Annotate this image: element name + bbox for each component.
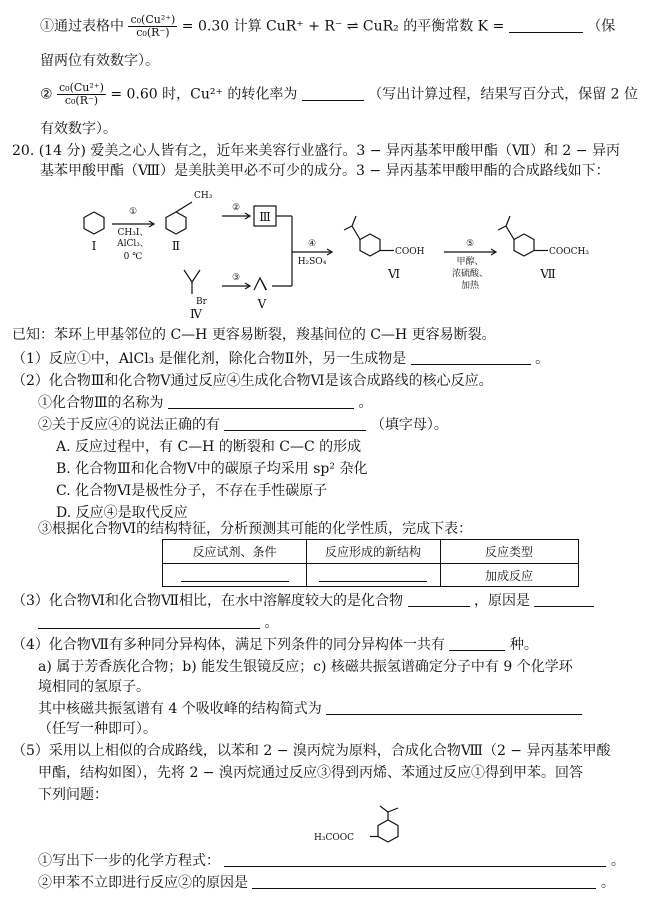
part-5-q2-end: 。 [600, 875, 615, 891]
q19-line4: 有效数字）。 [40, 121, 117, 137]
reaction-1-temperature: 0 ℃ [123, 252, 143, 262]
compound-VIII-ring [378, 820, 398, 842]
part-1 [12, 350, 549, 368]
ester-group-label: H₃COOC [314, 833, 354, 843]
reaction-5-reagent: 甲醇、 [456, 257, 484, 267]
reaction-5-condition: 加热 [460, 281, 480, 291]
answer-blank-p3-reason-cont[interactable] [38, 614, 260, 629]
answer-blank-p2-1[interactable] [168, 394, 354, 409]
part-2-2 [38, 416, 448, 434]
q19-line3 [40, 82, 638, 107]
q19-text: = 0.60 时，Cu²⁺ 的转化率为 [110, 86, 298, 103]
answer-blank-conversion[interactable] [302, 86, 364, 101]
part-1-end: 。 [535, 351, 550, 367]
table-cell [306, 564, 440, 588]
part-5-q1-text: ①写出下一步的化学方程式： [38, 853, 220, 869]
answer-blank-p2-2[interactable] [224, 416, 366, 431]
reaction-4-reagent: H₂SO₄ [297, 257, 327, 267]
carboxyl-group-label: COOH [395, 247, 425, 257]
answer-blank-p4-structure[interactable] [326, 700, 582, 715]
part-5-line3: 下列问题： [38, 787, 108, 803]
answer-blank-reagent[interactable] [181, 567, 289, 582]
part-2-2-text: ②关于反应④的说法正确的有 [38, 417, 220, 433]
part-2-3: ③根据化合物Ⅵ的结构特征，分析预测其可能的化学性质，完成下表： [38, 521, 473, 537]
compound-label-IV: Ⅳ [190, 307, 202, 321]
part-4-c [38, 700, 582, 718]
q19-line1 [40, 14, 615, 39]
reaction-1-catalyst: AlCl₃、 [117, 239, 149, 249]
fraction-denominator: c₀(R⁻) [136, 26, 170, 39]
reaction-5-label: ⑤ [465, 239, 475, 249]
table-row [163, 564, 578, 588]
option-d: D. 反应④是取代反应 [56, 505, 188, 521]
q19-text: = 0.30 计算 CuR⁺ + R⁻ ⇌ CuR₂ 的平衡常数 K = [181, 18, 505, 35]
part-2: （2）化合物Ⅲ和化合物Ⅴ通过反应④生成化合物Ⅵ是该合成路线的核心反应。 [12, 373, 493, 389]
ratio-fraction-1 [128, 14, 177, 39]
q20-intro-line2: 基苯甲酸甲酯（Ⅷ）是美肤美甲必不可少的成分。3 − 异丙基苯甲酸甲酯的合成路线如下： [40, 163, 610, 179]
option-a: A. 反应过程中，有 C—H 的断裂和 C—C 的形成 [56, 439, 362, 455]
option-c: C. 化合物Ⅵ是极性分子，不存在手性碳原子 [56, 483, 328, 499]
bromo-label: Br [196, 297, 207, 307]
synthesis-scheme [0, 182, 672, 322]
part-2-1-end: 。 [358, 395, 373, 411]
fraction-numerator: c₀(Cu²⁺) [59, 81, 104, 94]
ester-group-label: COOCH₃ [549, 247, 589, 257]
compound-label-III: Ⅲ [259, 210, 271, 224]
reaction-3-label: ③ [231, 273, 241, 283]
part-2-2-end: （填字母）。 [370, 417, 448, 433]
q19-line2: 留两位有效数字）。 [40, 53, 159, 69]
q19-text: （保 [587, 18, 616, 35]
part-4-a: a) 属于芳香族化合物；b) 能发生银镜反应；c) 核磁共振氢谱确定分子中有 9 个化学环 [38, 659, 573, 675]
part-3-mid: ，原因是 [473, 593, 530, 609]
compound-VI-ring [360, 234, 380, 256]
part-3-text: （3）化合物Ⅵ和化合物Ⅶ相比，在水中溶解度较大的是化合物 [12, 593, 404, 609]
compound-label-V: Ⅴ [257, 297, 267, 311]
compound-VIII-structure [312, 800, 452, 860]
table-header: 反应类型 [484, 545, 533, 559]
answer-blank-k[interactable] [509, 18, 583, 33]
properties-table [162, 539, 579, 587]
q19-text: ①通过表格中 [40, 18, 124, 35]
part-5-q1-end: 。 [610, 853, 625, 869]
answer-blank-p1[interactable] [411, 350, 531, 365]
table-header: 反应形成的新结构 [324, 545, 421, 559]
option-b: B. 化合物Ⅲ和化合物Ⅴ中的碳原子均采用 sp² 杂化 [56, 461, 368, 477]
part-4-b: 境相同的氢原子。 [38, 679, 150, 695]
reaction-2-label: ② [231, 203, 241, 213]
table-header-row [163, 540, 578, 564]
answer-blank-p5-equation[interactable] [224, 852, 606, 867]
answer-blank-structure[interactable] [319, 567, 427, 582]
ratio-fraction-2 [57, 82, 106, 107]
part-3 [12, 592, 594, 610]
q19-text: （写出计算过程，结果写百分式，保留 2 位 [368, 86, 639, 103]
table-header: 反应试剂、条件 [192, 545, 277, 559]
part-5-q1 [38, 852, 625, 870]
reaction-4-label: ④ [307, 239, 317, 249]
part-4-d: （任写一种即可）。 [38, 721, 157, 737]
compound-label-VII: Ⅶ [540, 267, 556, 281]
part-5-line1: （5）采用以上相似的合成路线，以苯和 2 − 溴丙烷为原料，合成化合物Ⅷ（2 − 异丙基苯甲酸 [12, 743, 611, 759]
part-4-c-text: 其中核磁共振氢谱有 4 个吸收峰的结构简式为 [38, 701, 322, 717]
reaction-1-label: ① [128, 207, 138, 217]
benzene-I-ring [84, 212, 104, 234]
reaction-1-reagent: CH₃I、 [117, 228, 149, 238]
part-4 [12, 636, 538, 654]
q20-intro-line1: 20. (14 分) 爱美之心人皆有之，近年来美容行业盛行。3 − 异丙基苯甲酸甲酯（Ⅶ）和 2 − 异丙 [12, 143, 620, 159]
table-cell [163, 564, 306, 588]
table-cell: 加成反应 [484, 569, 533, 583]
toluene-II-ring [166, 212, 186, 234]
compound-label-I: Ⅰ [91, 239, 97, 253]
part-4-text: （4）化合物Ⅶ有多种同分异构体，满足下列条件的同分异构体一共有 [12, 637, 445, 653]
fraction-denominator: c₀(R⁻) [64, 94, 99, 107]
known-statement: 已知：苯环上甲基邻位的 C—H 更容易断裂，羧基间位的 C—H 更容易断裂。 [12, 327, 496, 343]
part-5-line2: 甲酯，结构如图），先将 2 − 溴丙烷通过反应③得到丙烯、苯通过反应①得到甲苯。回答 [38, 765, 583, 781]
answer-blank-p3-reason[interactable] [534, 592, 594, 607]
part-2-1-text: ①化合物Ⅲ的名称为 [38, 395, 164, 411]
compound-label-VI: Ⅵ [387, 267, 401, 281]
part-2-1 [38, 394, 372, 412]
part-5-q2-text: ②甲苯不立即进行反应②的原因是 [38, 875, 248, 891]
part-3-end: 。 [264, 615, 279, 631]
q19-text: ② [40, 86, 53, 103]
reaction-5-catalyst: 浓硫酸、 [451, 269, 489, 279]
answer-blank-p4-count[interactable] [449, 636, 505, 651]
methyl-group-label: CH₃ [194, 191, 213, 201]
part-3-line2 [38, 614, 278, 632]
part-4-end: 种。 [509, 637, 538, 653]
compound-label-II: Ⅱ [171, 239, 181, 253]
part-5-q2 [38, 874, 615, 892]
part-1-text: （1）反应①中，AlCl₃ 是催化剂，除化合物Ⅱ外，另一生成物是 [12, 351, 407, 367]
answer-blank-p3-compound[interactable] [408, 592, 470, 607]
answer-blank-p5-reason[interactable] [252, 874, 596, 889]
compound-VII-ring [514, 234, 534, 256]
fraction-numerator: c₀(Cu²⁺) [130, 13, 176, 26]
